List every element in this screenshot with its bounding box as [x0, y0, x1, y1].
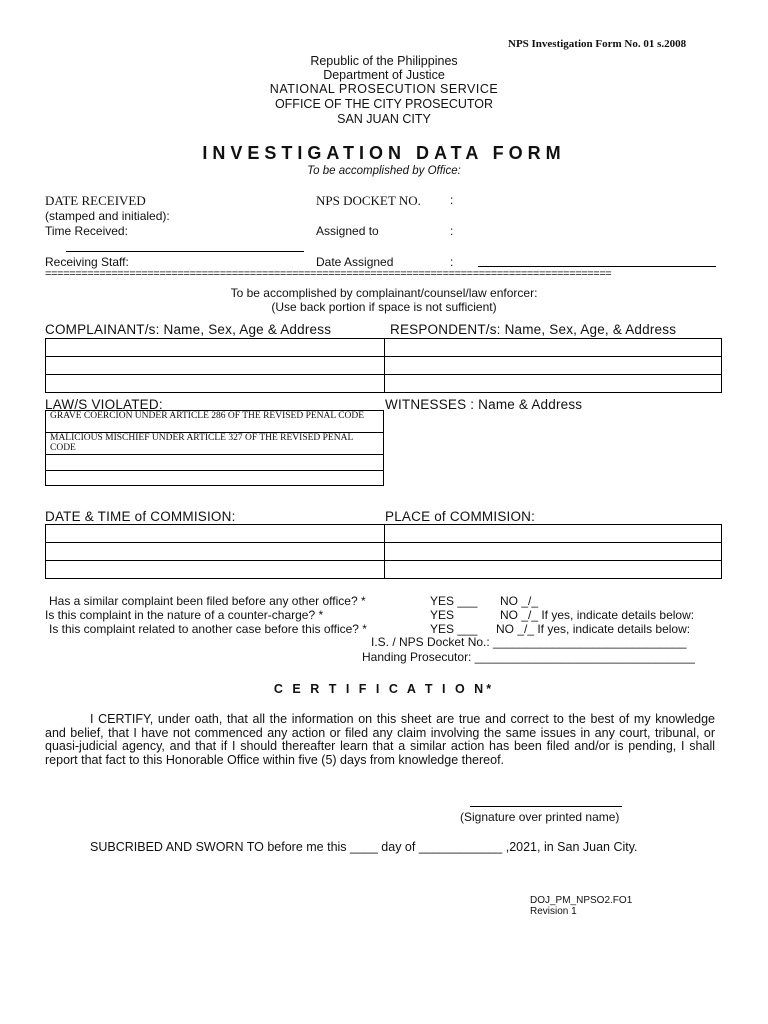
- respondent-cell[interactable]: [385, 357, 722, 375]
- header-office: OFFICE OF THE CITY PROSECUTOR: [274, 97, 494, 111]
- laws-label: LAW/S VIOLATED:: [45, 397, 163, 412]
- docket-line[interactable]: I.S. / NPS Docket No.: _____________________________: [371, 635, 687, 649]
- q1-no[interactable]: NO _/_: [500, 594, 539, 608]
- complainant-cell[interactable]: [46, 339, 385, 357]
- table-row: [46, 543, 722, 561]
- footer-revision: Revision 1: [530, 906, 577, 917]
- time-received-line[interactable]: [66, 251, 304, 252]
- colon-2: :: [450, 224, 454, 238]
- question-counter-charge: Is this complaint in the nature of a counter-charge? *: [45, 608, 324, 622]
- space-note: (Use back portion if space is not sufficient): [271, 300, 497, 314]
- header-department: Department of Justice: [323, 68, 445, 82]
- respondent-label: RESPONDENT/s: Name, Sex, Age, & Address: [390, 322, 677, 337]
- table-row: [46, 561, 722, 579]
- certification-title: C E R T I F I C A T I O N*: [273, 682, 495, 696]
- date-assigned-line[interactable]: [478, 266, 716, 267]
- footer-code: DOJ_PM_NPSO2.FO1: [530, 895, 633, 906]
- form-number: NPS Investigation Form No. 01 s.2008: [508, 38, 687, 50]
- certification-text: I CERTIFY, under oath, that all the information on this sheet are true and correct to the best of my knowledge and belief, that I have not commenced any action or filed any claim involving the same issues in any court, tribunal, or quasi-judicial agency, and that if I should thereafter learn that a similar action has been filed and/or is pending, I shall report that fact to this Honorable Office within five (5) days from knowledge thereof.: [45, 712, 715, 767]
- nps-docket-label: NPS DOCKET NO.: [316, 193, 421, 208]
- stamped-label: (stamped and initialed):: [45, 209, 170, 223]
- law-cell[interactable]: MALICIOUS MISCHIEF UNDER ARTICLE 327 OF THE REVISED PENAL CODE: [46, 433, 384, 455]
- respondent-cell[interactable]: [385, 375, 722, 393]
- q3-yes[interactable]: YES ___: [430, 622, 478, 636]
- q2-no[interactable]: NO _/_ If yes, indicate details below:: [500, 608, 695, 622]
- law-cell[interactable]: [46, 455, 384, 471]
- complainant-label: COMPLAINANT/s: Name, Sex, Age & Address: [45, 322, 332, 337]
- header-city: SAN JUAN CITY: [337, 112, 431, 126]
- law-cell[interactable]: [46, 471, 384, 486]
- header-nps: NATIONAL PROSECUTION SERVICE: [269, 82, 499, 96]
- law-cell[interactable]: GRAVE COERCION UNDER ARTICLE 286 OF THE REVISED PENAL CODE: [46, 411, 384, 433]
- signature-label: (Signature over printed name): [460, 810, 620, 824]
- q3-no[interactable]: NO _/_ If yes, indicate details below:: [496, 622, 691, 636]
- table-row: [46, 411, 384, 433]
- table-row: [46, 339, 722, 357]
- table-row: [46, 433, 384, 455]
- table-row: [46, 375, 722, 393]
- complainant-note: To be accomplished by complainant/counsel/law enforcer:: [230, 286, 538, 300]
- place-label: PLACE of COMMISION:: [385, 509, 536, 524]
- complainant-cell[interactable]: [46, 357, 385, 375]
- time-received-label: Time Received:: [45, 224, 128, 238]
- place-cell[interactable]: [385, 561, 722, 579]
- respondent-cell[interactable]: [385, 339, 722, 357]
- laws-table: [45, 410, 384, 486]
- sworn-statement: SUBCRIBED AND SWORN TO before me this ____ day of ____________ ,2021, in San Juan City.: [90, 840, 638, 854]
- table-row: [46, 525, 722, 543]
- date-received-label: DATE RECEIVED: [45, 193, 146, 208]
- date-time-cell[interactable]: [46, 525, 385, 543]
- prosecutor-line[interactable]: Handing Prosecutor: _________________________________: [362, 650, 695, 664]
- colon-1: :: [450, 193, 454, 207]
- question-similar-complaint: Has a similar complaint been filed before any other office? *: [49, 594, 366, 608]
- complainant-cell[interactable]: [46, 375, 385, 393]
- question-related-case: Is this complaint related to another case before this office? *: [49, 622, 367, 636]
- q1-yes[interactable]: YES ___: [430, 594, 478, 608]
- witnesses-label: WITNESSES : Name & Address: [385, 397, 583, 412]
- table-row: [46, 455, 384, 471]
- table-row: [46, 357, 722, 375]
- date-time-cell[interactable]: [46, 543, 385, 561]
- q2-yes[interactable]: YES: [430, 608, 455, 622]
- signature-line[interactable]: [470, 806, 622, 807]
- separator: ==============================================================================================: [45, 268, 612, 280]
- colon-3: :: [450, 255, 454, 269]
- complainant-respondent-table: [45, 338, 722, 393]
- date-time-cell[interactable]: [46, 561, 385, 579]
- table-row: [46, 471, 384, 486]
- date-assigned-label: Date Assigned: [316, 255, 394, 269]
- header-republic: Republic of the Philippines: [310, 54, 458, 68]
- receiving-staff-label: Receiving Staff:: [45, 255, 129, 269]
- place-cell[interactable]: [385, 543, 722, 561]
- place-cell[interactable]: [385, 525, 722, 543]
- date-time-label: DATE & TIME of COMMISION:: [45, 509, 236, 524]
- assigned-to-label: Assigned to: [316, 224, 379, 238]
- date-place-table: [45, 524, 722, 579]
- page-title: INVESTIGATION DATA FORM: [202, 143, 566, 163]
- office-subtitle: To be accomplished by Office:: [307, 165, 461, 177]
